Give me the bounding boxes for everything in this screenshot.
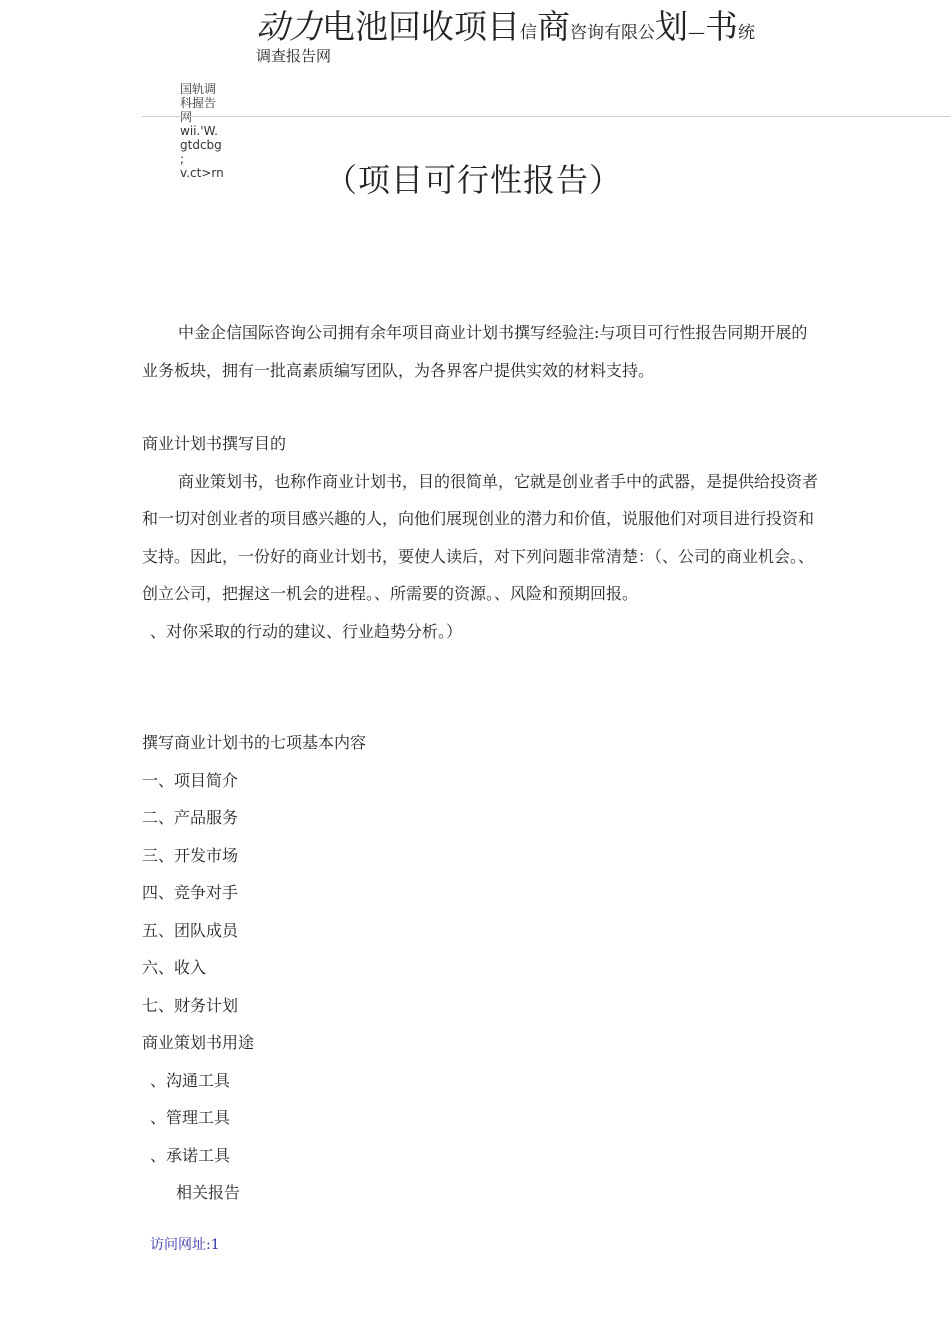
title-part: 动力: [256, 7, 322, 46]
section-contents: [142, 724, 822, 1212]
list-item: 七、财务计划: [142, 995, 239, 1015]
section-purpose: [142, 425, 822, 650]
paragraph-text: 中金企信国际咨询公司拥有余年项目商业计划书撰写经验注:与项目可行性报告同期开展的业务板块，拥有一批高素质编写团队，为各界客户提供实效的材料支持。: [142, 323, 808, 380]
logo-line: ;: [180, 152, 185, 166]
list-item: 四、竞争对手: [142, 883, 239, 902]
logo-text: [180, 82, 230, 180]
section-title: 撰写商业计划书的七项基本内容: [142, 733, 367, 752]
title-part: 书: [705, 7, 738, 46]
logo-line: v.ct>rn: [180, 166, 224, 180]
title-part: 咨询有限公: [570, 23, 655, 43]
list-item: 、承诺工具: [150, 1145, 231, 1165]
header-divider: [142, 116, 950, 117]
paragraph-text: 商业策划书，也称作商业计划书，目的很简单，它就是创业者手中的武器，是提供给投资者和一切对创业者的项目感兴趣的人，向他们展现创业的潜力和价值，说服他们对项目进行投资和支持。因此，一份好的商业计划书，要使人读后，对下列问题非常清楚：（、公司的商业机会。、创立公司，把握这一机会的进程。、所需要的资源。、风险和预期回报。: [142, 471, 819, 603]
logo-line: 国轨调: [180, 82, 217, 96]
logo-line: wii.'W.: [180, 124, 218, 138]
list-item: 五、团队成员: [142, 920, 239, 940]
title-part: 划: [655, 7, 688, 46]
title-part: 商: [537, 7, 570, 46]
section-title: 商业计划书撰写目的: [142, 434, 287, 453]
list-item: 二、产品服务: [142, 808, 239, 827]
list-item: 、沟通工具: [150, 1070, 231, 1090]
logo-line: gtdcbg: [180, 138, 222, 152]
page-heading: （项目可行性报告）: [325, 161, 623, 199]
title-part: —: [688, 23, 705, 43]
logo-line: 网: [180, 110, 193, 124]
logo-line: 科握告: [180, 96, 217, 110]
section-title: 商业策划书用途: [142, 1033, 255, 1052]
visit-url-link[interactable]: 访问网址:1: [150, 1237, 220, 1253]
paragraph-text: 、对你采取的行动的建议、行业趋势分析。）: [150, 621, 463, 641]
title-part: 统: [738, 23, 755, 43]
list-item: 三、开发市场: [142, 845, 239, 865]
related-reports: 相关报告: [176, 1183, 241, 1202]
list-item: 一、项目简介: [142, 770, 239, 790]
list-item: 、管理工具: [150, 1108, 231, 1127]
intro-paragraph: [142, 314, 822, 389]
title-part: 信: [520, 23, 537, 43]
list-item: 六、收入: [142, 958, 207, 977]
title-part: 电池回收项目: [322, 7, 520, 46]
document-subtitle: 调查报告网: [256, 47, 332, 65]
